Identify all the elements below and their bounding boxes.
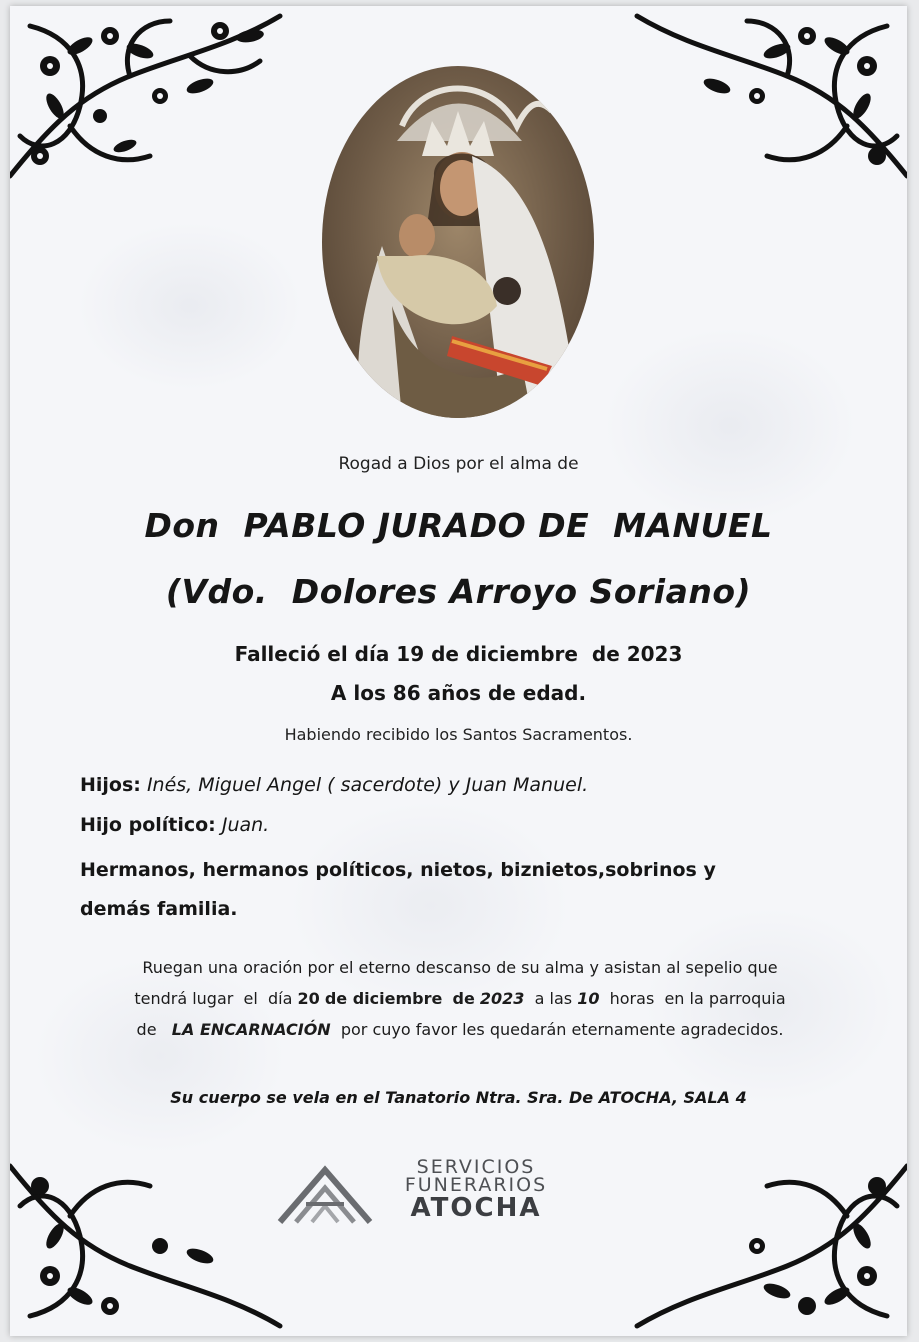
funeral-paragraph: [80, 952, 840, 1045]
funeral-line-3-pre: de: [136, 1020, 157, 1039]
logo-atocha: ATOCHA: [410, 1193, 542, 1223]
deceased-name: Don PABLO JURADO DE MANUEL: [144, 506, 773, 545]
intro-text: Rogad a Dios por el alma de: [338, 454, 579, 474]
relatives-block: [80, 851, 780, 929]
funeral-time-pre: a las: [534, 989, 573, 1008]
son-in-law-label: Hijo político:: [80, 814, 216, 836]
funeral-day: 20: [297, 989, 320, 1008]
son-in-law-line: [80, 810, 780, 840]
age-at-death: A los 86 años de edad.: [330, 681, 587, 705]
wake-location: Su cuerpo se vela en el Tanatorio Ntra. Sra. De ATOCHA, SALA 4: [170, 1088, 747, 1107]
funeral-de: de: [452, 989, 475, 1008]
atocha-logo-text: [378, 1158, 574, 1222]
children-names: Inés, Miguel Angel ( sacerdote) y Juan Manuel.: [146, 774, 589, 796]
son-in-law-name: Juan.: [221, 814, 270, 836]
funeral-line-2: [80, 983, 840, 1014]
funeral-line-2-post: horas en la parroquia: [609, 989, 786, 1008]
atocha-logo: [276, 1156, 576, 1226]
floral-ornament-top-right: [627, 6, 907, 196]
funeral-line-3: [80, 1014, 840, 1045]
death-date: Falleció el día 19 de diciembre de 2023: [234, 642, 683, 666]
logo-funerarios: FUNERARIOS: [404, 1174, 548, 1196]
funeral-notice-sheet: [10, 6, 907, 1336]
floral-ornament-bottom-left: [10, 1146, 290, 1336]
logo-servicios: SERVICIOS: [416, 1156, 536, 1178]
funeral-line-2-pre: tendrá lugar el día: [134, 989, 293, 1008]
relatives-line-2: demás familia.: [80, 898, 238, 920]
children-label: Hijos:: [80, 774, 141, 796]
funeral-year: 2023: [479, 989, 525, 1008]
virgin-portrait-image: [322, 66, 594, 418]
funeral-month: de diciembre: [324, 989, 443, 1008]
children-line: [80, 770, 780, 800]
church-name: LA ENCARNACIÓN: [171, 1020, 331, 1039]
atocha-logo-mark-icon: [276, 1164, 374, 1224]
floral-ornament-bottom-right: [627, 1146, 907, 1336]
widower-of: (Vdo. Dolores Arroyo Soriano): [165, 572, 752, 611]
floral-ornament-top-left: [10, 6, 290, 196]
funeral-line-3-post: por cuyo favor les quedarán eternamente agradecidos.: [340, 1020, 784, 1039]
funeral-hour: 10: [577, 989, 600, 1008]
funeral-line-1: Ruegan una oración por el eterno descanso de su alma y asistan al sepelio que: [142, 958, 778, 977]
sacraments-text: Habiendo recibido los Santos Sacramentos.: [284, 725, 633, 744]
relatives-line-1: Hermanos, hermanos políticos, nietos, biznietos,sobrinos y: [80, 859, 716, 881]
